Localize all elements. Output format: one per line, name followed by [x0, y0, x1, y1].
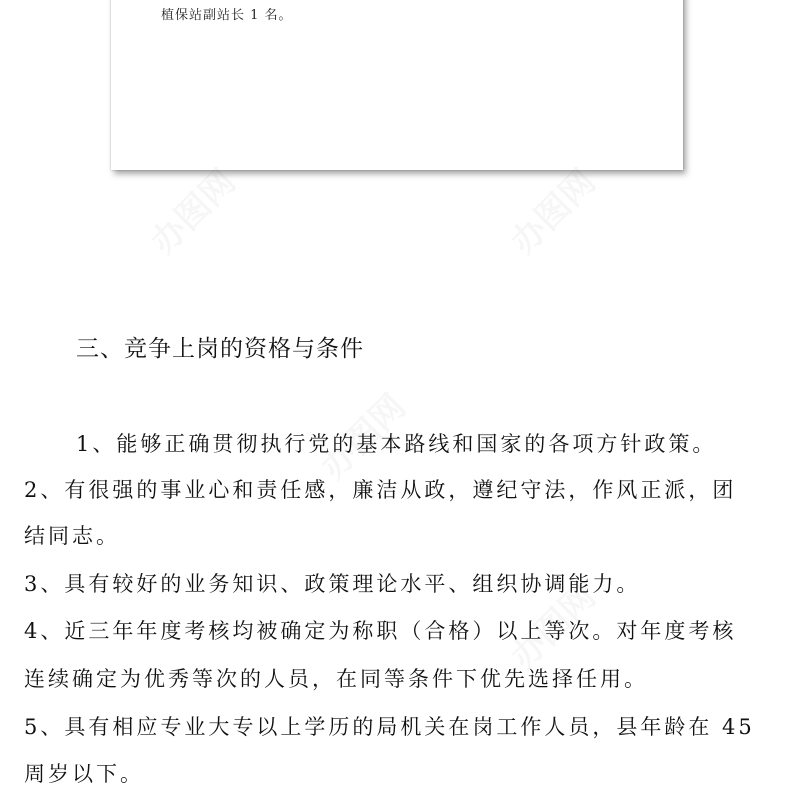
document-preview-card	[111, 0, 683, 170]
watermark	[498, 156, 605, 263]
watermark	[138, 156, 245, 263]
paragraph-line: 结同志。	[24, 524, 120, 548]
paragraph-line: 周岁以下。	[24, 762, 144, 786]
paragraph-line: 4、近三年年度考核均被确定为称职（合格）以上等次。对年度考核	[24, 619, 737, 643]
paragraph-line: 2、有很强的事业心和责任感，廉洁从政，遵纪守法，作风正派，团	[24, 478, 737, 502]
paragraph-line: 1、能够正确贯彻执行党的基本路线和国家的各项方针政策。	[76, 432, 717, 456]
card-text: 植保站副站长 1 名。	[161, 8, 293, 23]
paragraph-line: 3、具有较好的业务知识、政策理论水平、组织协调能力。	[24, 572, 641, 596]
paragraph-line: 5、具有相应专业大专以上学历的局机关在岗工作人员，县年龄在 45	[24, 715, 755, 739]
section-heading: 三、竞争上岗的资格与条件	[76, 336, 364, 362]
paragraph-line: 连续确定为优秀等次的人员，在同等条件下优先选择任用。	[24, 667, 648, 691]
